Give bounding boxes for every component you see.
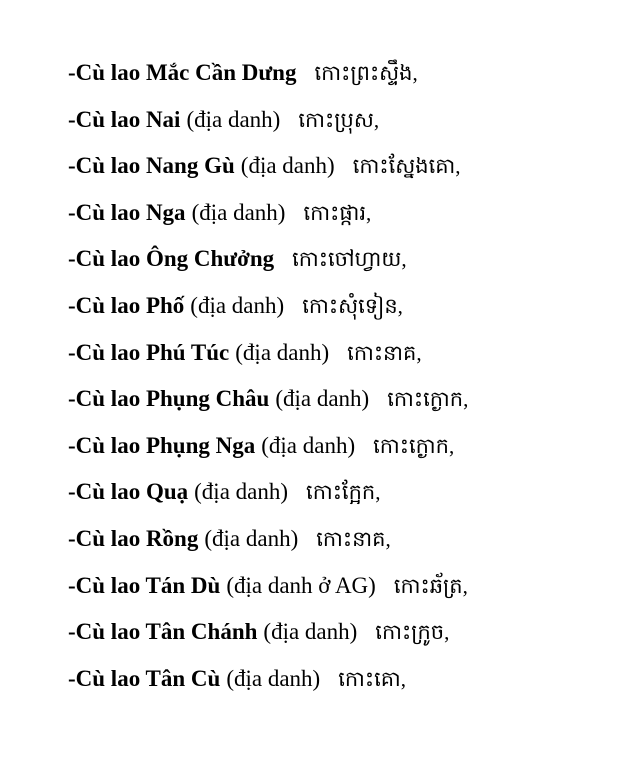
entry-row bbox=[68, 50, 597, 97]
entry-note: (địa danh) bbox=[263, 619, 358, 645]
entry-row bbox=[68, 656, 597, 703]
entry-note: (địa danh ở AG) bbox=[226, 572, 376, 598]
entry-translation-khmer: កោះឆ័ត្រ, bbox=[393, 573, 468, 598]
entry-translation-khmer: កោះក្រូច, bbox=[375, 620, 450, 645]
entry-translation-khmer: កោះក្អែក, bbox=[306, 480, 381, 505]
entry-headword: -Cù lao Phụng Nga bbox=[68, 432, 256, 458]
entry-headword: -Cù lao Ông Chưởng bbox=[68, 246, 275, 272]
entry-translation-khmer: កោះស្នែងគោ, bbox=[352, 154, 461, 179]
entry-headword: -Cù lao Phụng Châu bbox=[68, 386, 270, 412]
entry-headword: -Cù lao Tân Cù bbox=[68, 665, 221, 691]
entry-translation-khmer: កោះផ្ការ, bbox=[303, 200, 372, 225]
entry-list bbox=[68, 50, 597, 702]
entry-row bbox=[68, 143, 597, 190]
entry-headword: -Cù lao Nang Gù bbox=[68, 153, 235, 179]
entry-note: (địa danh) bbox=[204, 525, 299, 551]
entry-note: (địa danh) bbox=[191, 199, 286, 225]
entry-note: (địa danh) bbox=[261, 432, 356, 458]
entry-row bbox=[68, 516, 597, 563]
entry-note: (địa danh) bbox=[190, 292, 285, 318]
entry-headword: -Cù lao Nai bbox=[68, 106, 181, 132]
entry-headword: -Cù lao Nga bbox=[68, 199, 186, 225]
entry-headword: -Cù lao Tân Chánh bbox=[68, 619, 258, 645]
entry-note: (địa danh) bbox=[194, 479, 289, 505]
entry-translation-khmer: កោះគោ, bbox=[338, 666, 407, 691]
entry-headword: -Cù lao Quạ bbox=[68, 479, 189, 505]
entry-translation-khmer: កោះប្រុស, bbox=[298, 107, 380, 132]
entry-row bbox=[68, 97, 597, 144]
entry-note: (địa danh) bbox=[226, 665, 321, 691]
entry-row bbox=[68, 563, 597, 610]
entry-headword: -Cù lao Tán Dù bbox=[68, 572, 221, 598]
entry-row bbox=[68, 376, 597, 423]
entry-headword: -Cù lao Rồng bbox=[68, 525, 199, 551]
entry-headword: -Cù lao Phú Túc bbox=[68, 339, 230, 365]
entry-note: (địa danh) bbox=[235, 339, 330, 365]
entry-row bbox=[68, 330, 597, 377]
entry-headword: -Cù lao Phố bbox=[68, 292, 185, 318]
entry-row bbox=[68, 423, 597, 470]
entry-note: (địa danh) bbox=[240, 153, 335, 179]
entry-translation-khmer: កោះសុំទៀន, bbox=[302, 293, 403, 318]
entry-row bbox=[68, 469, 597, 516]
entry-headword: -Cù lao Mắc Cần Dưng bbox=[68, 60, 297, 85]
entry-note: (địa danh) bbox=[275, 386, 370, 412]
entry-translation-khmer: កោះនាគ, bbox=[316, 526, 391, 551]
entry-row bbox=[68, 190, 597, 237]
entry-note: (địa danh) bbox=[186, 106, 281, 132]
entry-translation-khmer: កោះព្រះស្ទឹង, bbox=[314, 61, 418, 85]
entry-row bbox=[68, 283, 597, 330]
entry-translation-khmer: កោះក្ងោក, bbox=[373, 433, 455, 458]
entry-row bbox=[68, 609, 597, 656]
entry-translation-khmer: កោះនាគ, bbox=[347, 340, 422, 365]
entry-row bbox=[68, 236, 597, 283]
entry-translation-khmer: កោះក្ងោក, bbox=[387, 387, 469, 412]
entry-translation-khmer: កោះចៅហ្វាយ, bbox=[292, 247, 407, 272]
